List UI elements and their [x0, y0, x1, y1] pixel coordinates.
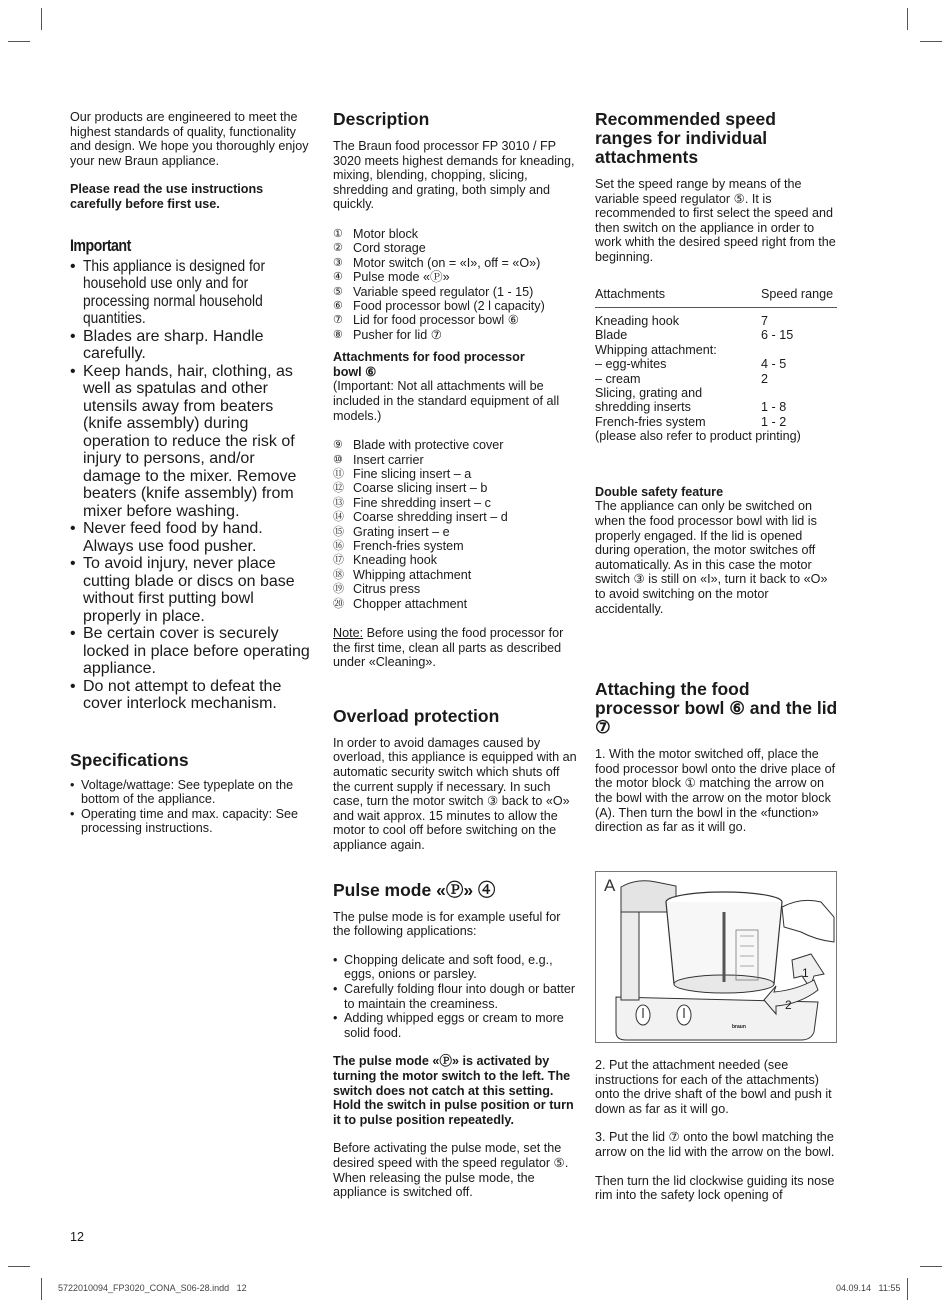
pulse-intro: The pulse mode is for example useful for the following applications:: [333, 909, 561, 939]
attachment-item: ⑯ French-fries system: [333, 539, 464, 554]
attachment-item: ⑬ Fine shredding insert – c: [333, 495, 491, 510]
figure-brand-logo: braun: [732, 1024, 746, 1030]
cleaning-note: Note: Before using the food processor for the first time, clean all parts as described under «Cleaning».: [333, 626, 564, 670]
attachment-item: ⑩ Insert carrier: [333, 452, 424, 467]
safety-heading: Double safety feature: [595, 484, 724, 499]
figure-bowl-attach: [595, 871, 837, 1043]
part-item: ③ Motor switch (on = «I», off = «O»): [333, 255, 541, 270]
table-row: Kneading hook 7: [595, 313, 769, 328]
attachments-heading: Attachments for food processor bowl ⑥: [333, 350, 525, 379]
crop-mark: [907, 1278, 908, 1300]
overload-heading: Overload protection: [333, 705, 500, 726]
column-right-lower: [595, 1058, 839, 1203]
pulse-activation-text: The pulse mode «Ⓟ» is activated by turning the motor switch to the left. The switch does not catch at this setting. Hold the switch in pulse position or turn it to pulse position repeatedly.: [333, 1054, 574, 1127]
attachments-note: (Important: Not all attachments will be included in the standard equipment of all models.): [333, 379, 560, 423]
description-heading: Description: [333, 109, 430, 129]
column-middle: [333, 110, 578, 1200]
pulse-end-text: Before activating the pulse mode, set the desired speed with the speed regulator ⑤. When releasing the pulse mode, the appliance is switched off.: [333, 1141, 569, 1200]
part-item: ② Cord storage: [333, 241, 426, 256]
speed-ranges-heading: Recommended speed ranges for individual attachments: [595, 109, 776, 167]
crop-mark: [907, 8, 908, 30]
attachment-item: ⑭ Coarse shredding insert – d: [333, 510, 508, 525]
crop-mark: [8, 41, 30, 42]
column-right: [595, 110, 839, 835]
part-item: ⑤ Variable speed regulator (1 - 15): [333, 284, 534, 299]
safety-text: The appliance can only be switched on when the food processor bowl with lid is properly engaged. If the lid is opened during operation, the motor switches off automatically. As in this case the motor switch ③ is still on «I», turn it back to «O» to avoid switching on the motor accidentally.: [595, 499, 828, 616]
table-row: – cream 2: [595, 371, 769, 386]
step-1-text: 1. With the motor switched off, place the food processor bowl onto the drive place of the motor block ① matching the arrow on the bowl with the arrow on the motor block (A). Then turn the bowl in the «function» direction as far as it will go.: [595, 747, 836, 835]
pulse-use-item: • Chopping delicate and soft food, e.g., eggs, onions or parsley.: [333, 953, 578, 982]
important-item: • Never feed food by hand. Always use food pusher.: [70, 520, 315, 555]
table-row: Slicing, grating and: [595, 386, 703, 400]
attachment-item: ⑳ Chopper attachment: [333, 596, 468, 611]
attachment-item: ⑱ Whipping attachment: [333, 567, 472, 582]
crop-mark: [920, 41, 942, 42]
attachments-list: [333, 438, 578, 611]
part-item: ④ Pulse mode «Ⓟ»: [333, 270, 450, 285]
speed-table-header: [595, 287, 837, 308]
note-label: Note:: [333, 626, 364, 641]
speed-table: [595, 314, 837, 429]
attachments-column-header: Attachments: [595, 286, 665, 301]
file-info: 5722010094_FP3020_CONA_S06-28.indd 12: [58, 1283, 247, 1293]
step-4-text: Then turn the lid clockwise guiding its nose rim into the safety lock opening of: [595, 1173, 835, 1203]
important-item: • To avoid injury, never place cutting blade or discs on base without first putting bowl properly in place.: [70, 555, 315, 625]
table-row: French-fries system 1 - 2: [595, 414, 787, 429]
attachment-item: ⑫ Coarse slicing insert – b: [333, 481, 488, 496]
table-row: shredding inserts 1 - 8: [595, 400, 787, 415]
important-item: • This appliance is designed for household use only and for processing normal household quantities.: [70, 258, 315, 328]
figure-arrow-1-label: 1: [802, 966, 809, 980]
figure-label: A: [604, 876, 616, 895]
specifications-heading: Specifications: [70, 749, 189, 770]
pulse-uses-list: [333, 953, 578, 1041]
pulse-mode-heading: Pulse mode «Ⓟ» ④: [333, 879, 496, 900]
table-row: Blade 6 - 15: [595, 328, 794, 343]
table-note: (please also refer to product printing): [595, 429, 801, 444]
attachment-item: ⑰ Kneading hook: [333, 553, 438, 568]
attachment-item: ⑮ Grating insert – e: [333, 524, 450, 539]
important-item: • Be certain cover is securely locked in place before operating appliance.: [70, 625, 315, 678]
important-item: • Do not attempt to defeat the cover interlock mechanism.: [70, 678, 315, 713]
important-heading: Important: [70, 236, 131, 255]
pulse-use-item: • Carefully folding flour into dough or batter to maintain the creaminess.: [333, 982, 578, 1011]
attachment-item: ⑲ Citrus press: [333, 582, 421, 597]
figure-arrow-2-label: 2: [785, 998, 792, 1012]
spec-item: • Voltage/wattage: See typeplate on the bottom of the appliance.: [70, 778, 315, 807]
speed-range-column-header: Speed range: [761, 286, 834, 301]
speed-ranges-text: Set the speed range by means of the variable speed regulator ⑤. It is recommended to first select the speed and then switch on the appliance in order to work whith the desired speed right from the beginning.: [595, 177, 836, 264]
pulse-use-item: • Adding whipped eggs or cream to more solid food.: [333, 1011, 578, 1040]
part-item: ⑦ Lid for food processor bowl ⑥: [333, 313, 519, 328]
table-row: – egg-whites 4 - 5: [595, 357, 787, 372]
table-row: Whipping attachment:: [595, 342, 717, 357]
important-item: • Keep hands, hair, clothing, as well as spatulas and other utensils away from beaters (knife assembly) during operation to reduce the risk of injury to persons, and/or damage to the mixer. Remove beaters (knife assembly) from mixer before washing.: [70, 363, 315, 521]
part-item: ⑧ Pusher for lid ⑦: [333, 327, 442, 342]
step-3-text: 3. Put the lid ⑦ onto the bowl matching the arrow on the lid with the arrow on the bowl.: [595, 1130, 835, 1159]
date-info: 04.09.14 11:55: [836, 1283, 901, 1293]
important-item: • Blades are sharp. Handle carefully.: [70, 328, 315, 363]
part-item: ① Motor block: [333, 226, 419, 241]
crop-mark: [8, 1266, 30, 1267]
part-item: ⑥ Food processor bowl (2 l capacity): [333, 299, 545, 313]
crop-mark: [920, 1266, 942, 1267]
attaching-heading: Attaching the food processor bowl ⑥ and the lid ⑦: [595, 679, 838, 738]
intro-text: Our products are engineered to meet the highest standards of quality, functionality and design. We hope you thoroughly enjoy your new Braun appliance.: [70, 110, 309, 168]
page-number: 12: [70, 1230, 85, 1244]
attachment-item: ⑪ Fine slicing insert – a: [333, 467, 472, 481]
parts-list: [333, 227, 578, 342]
food-processor-illustration: [596, 872, 837, 1043]
column-left: [70, 110, 315, 836]
important-list: [70, 258, 315, 713]
specifications-list: [70, 778, 315, 836]
crop-mark: [41, 8, 42, 30]
overload-text: In order to avoid damages caused by overload, this appliance is equipped with an automatic security switch which shuts off the current supply if necessary. In such case, turn the motor switch ③ back to «O» and wait approx. 15 minutes to allow the motor to cool off before switching on the appliance again.: [333, 735, 577, 852]
spec-item: • Operating time and max. capacity: See processing instructions.: [70, 807, 315, 836]
step-2-text: 2. Put the attachment needed (see instructions for each of the attachments) onto the drive shaft of the bowl and push it down as far as it will go.: [595, 1058, 832, 1116]
crop-mark: [41, 1278, 42, 1300]
read-instructions-notice: Please read the use instructions carefully before first use.: [70, 182, 264, 211]
attachment-item: ⑨ Blade with protective cover: [333, 438, 504, 453]
description-text: The Braun food processor FP 3010 / FP 3020 meets highest demands for kneading, mixing, blending, chopping, slicing, shredding and grating, both simply and quickly.: [333, 139, 575, 212]
